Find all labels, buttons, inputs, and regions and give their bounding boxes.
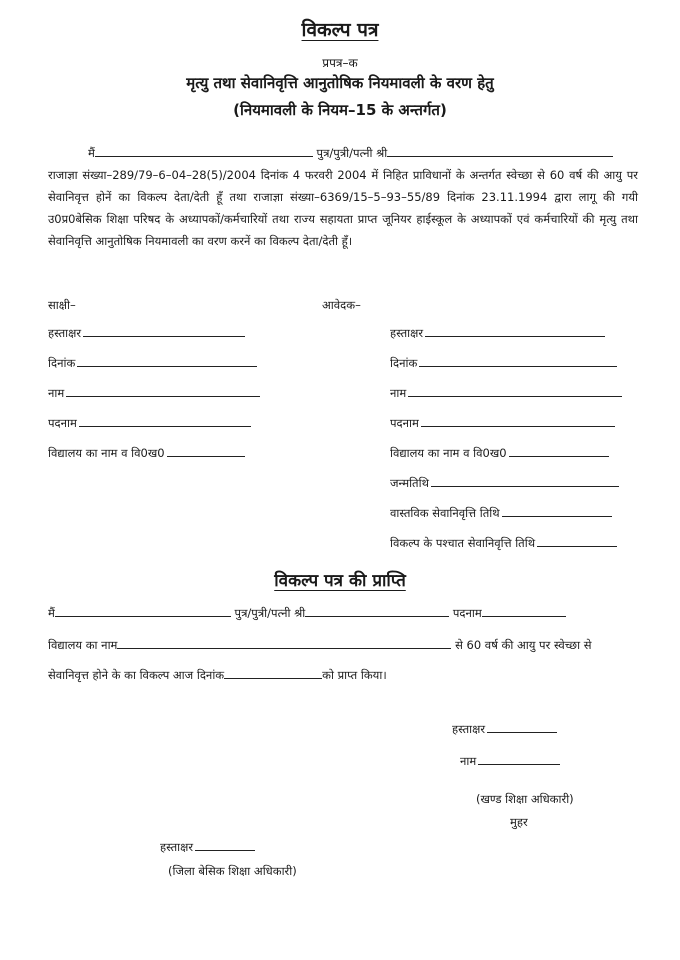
witness-date-field[interactable] — [48, 356, 257, 371]
applicant-school-field[interactable] — [390, 446, 609, 461]
age-text: से 60 वर्ष की आयु पर स्वेच्छा से — [455, 638, 592, 652]
field-label: पदनाम — [48, 416, 77, 430]
father-name-blank[interactable] — [387, 156, 613, 157]
father-name-blank[interactable] — [305, 616, 449, 617]
field-blank[interactable] — [537, 546, 617, 547]
witness-heading: साक्षी– — [48, 298, 76, 312]
name-blank[interactable] — [95, 156, 313, 157]
name-blank[interactable] — [55, 616, 231, 617]
date-blank[interactable] — [224, 678, 322, 679]
field-blank[interactable] — [408, 396, 622, 397]
field-blank[interactable] — [509, 456, 609, 457]
block-officer-designation: (खण्ड शिक्षा अधिकारी) — [476, 792, 574, 806]
field-label: दिनांक — [48, 356, 76, 370]
receipt-line-2 — [48, 638, 592, 653]
field-blank[interactable] — [431, 486, 619, 487]
witness-signature-field[interactable] — [48, 326, 245, 341]
applicant-name-field[interactable] — [390, 386, 622, 401]
block-officer-signature-field[interactable] — [452, 722, 557, 737]
i-label: मैं — [88, 146, 95, 160]
field-label: हस्ताक्षर — [452, 722, 486, 736]
school-blank[interactable] — [117, 648, 451, 649]
district-officer-signature-field[interactable] — [160, 840, 255, 855]
witness-school-field[interactable] — [48, 446, 245, 461]
field-label: नाम — [460, 754, 477, 768]
applicant-optional-retirement-field[interactable] — [390, 536, 617, 551]
applicant-designation-field[interactable] — [390, 416, 615, 431]
receipt-line-3 — [48, 668, 387, 683]
field-blank[interactable] — [79, 426, 251, 427]
school-label: विद्यालय का नाम — [48, 638, 118, 652]
field-blank[interactable] — [77, 366, 257, 367]
designation-blank[interactable] — [482, 616, 566, 617]
field-blank[interactable] — [167, 456, 245, 457]
form-subject: मृत्यु तथा सेवानिवृत्ति आनुतोषिक नियमावली के वरण हेतु — [186, 74, 494, 92]
field-blank[interactable] — [487, 732, 557, 733]
field-blank[interactable] — [425, 336, 605, 337]
field-label: हस्ताक्षर — [160, 840, 194, 854]
receipt-title: विकल्प पत्र की प्राप्ति — [274, 571, 406, 591]
witness-name-field[interactable] — [48, 386, 260, 401]
field-label: दिनांक — [390, 356, 418, 370]
applicant-date-field[interactable] — [390, 356, 617, 371]
applicant-actual-retirement-field[interactable] — [390, 506, 612, 521]
declaration-line — [88, 146, 613, 161]
field-blank[interactable] — [478, 764, 560, 765]
field-label: नाम — [390, 386, 407, 400]
field-label: विद्यालय का नाम व वि0ख0 — [48, 446, 165, 460]
form-title: विकल्प पत्र — [301, 19, 379, 41]
field-label: विकल्प के पश्चात सेवानिवृत्ति तिथि — [390, 536, 536, 550]
applicant-signature-field[interactable] — [390, 326, 605, 341]
district-officer-designation: (जिला बेसिक शिक्षा अधिकारी) — [168, 864, 297, 878]
form-number: प्रपत्र–क — [322, 56, 358, 70]
seal-label: मुहर — [510, 815, 528, 829]
applicant-dob-field[interactable] — [390, 476, 619, 491]
applicant-heading: आवेदक– — [322, 298, 361, 312]
field-blank[interactable] — [195, 850, 255, 851]
retire-text: सेवानिवृत्त होने के का विकल्प आज दिनांक — [48, 668, 225, 682]
field-label: जन्मतिथि — [390, 476, 429, 490]
block-officer-name-field[interactable] — [460, 754, 560, 769]
field-label: नाम — [48, 386, 65, 400]
designation-label: पदनाम — [452, 606, 482, 620]
field-blank[interactable] — [421, 426, 615, 427]
witness-designation-field[interactable] — [48, 416, 251, 431]
relation-label: पुत्र/पुत्री/पत्नी श्री — [316, 146, 388, 160]
field-label: हस्ताक्षर — [48, 326, 82, 340]
field-blank[interactable] — [83, 336, 245, 337]
i-label: मैं — [48, 606, 55, 620]
field-label: हस्ताक्षर — [390, 326, 424, 340]
received-text: को प्राप्त किया। — [322, 668, 387, 682]
rule-reference: (नियमावली के नियम–15 के अन्तर्गत) — [233, 101, 447, 119]
receipt-line-1 — [48, 606, 566, 621]
field-label: पदनाम — [390, 416, 419, 430]
field-blank[interactable] — [502, 516, 612, 517]
relation-label: पुत्र/पुत्री/पत्नी श्री — [234, 606, 306, 620]
field-label: विद्यालय का नाम व वि0ख0 — [390, 446, 507, 460]
field-blank[interactable] — [419, 366, 617, 367]
field-label: वास्तविक सेवानिवृत्ति तिथि — [390, 506, 500, 520]
declaration-paragraph: राजाज्ञा संख्या–289/79–6–04–28(5)/2004 दिनांक 4 फरवरी 2004 में निहित प्राविधानों के अन्तर्गत स्वेच्छा से 60 वर्ष की आयु पर सेवानिवृत्त होनें का विकल्प देता/देती हूँ तथा राजाज्ञा संख्या–6369/15–5–93–55/89 दिनांक 23.11.1994 द्वारा लागू की गयी उ0प्र0बेसिक शिक्षा परिषद के अध्यापकों/कर्मचारियों तथा राज्य सहायता प्राप्त जूनियर हाईस्कूल के अध्यापकों एवं कर्मचारियों की मृत्यु तथा सेवानिवृत्ति आनुतोषिक नियमावली का वरण करनें का विकल्प देता/देती हूँ। — [48, 168, 638, 248]
field-blank[interactable] — [66, 396, 260, 397]
